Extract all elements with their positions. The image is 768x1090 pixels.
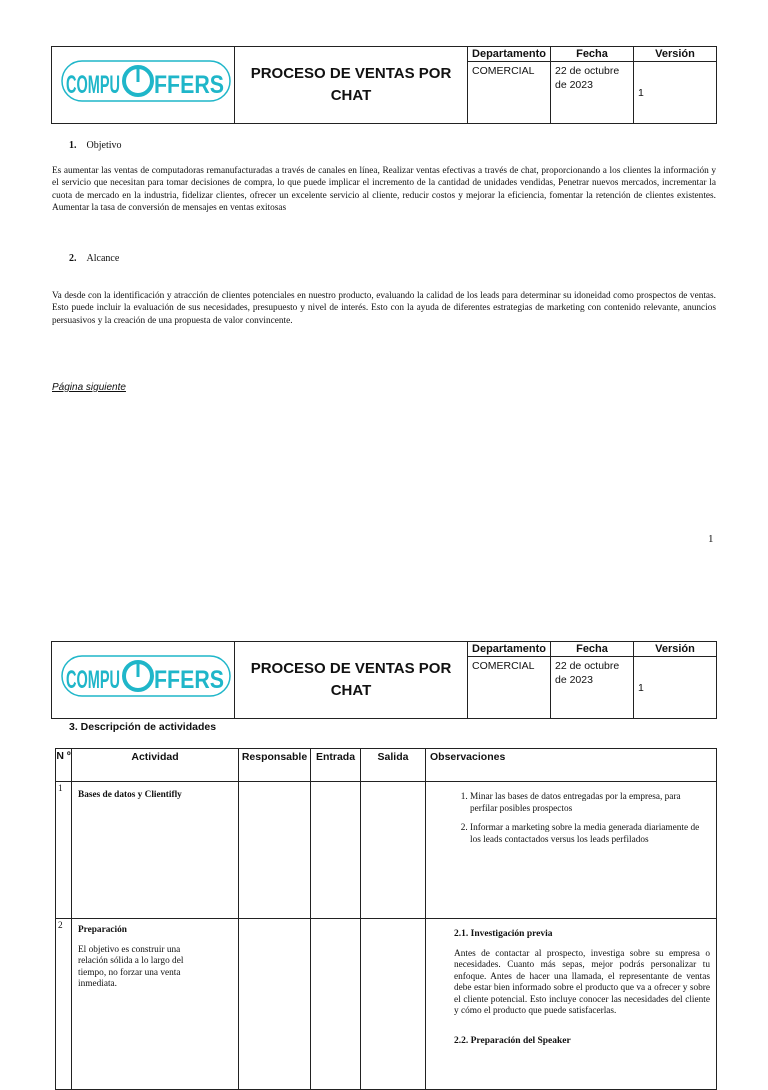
activity-title: Bases de datos y Clientifly xyxy=(78,790,182,800)
activity-cell xyxy=(72,919,239,1090)
table-row xyxy=(56,919,717,1090)
subsection-title: 2.1. Investigación previa xyxy=(454,929,553,939)
logo-cell xyxy=(52,47,235,124)
entrada-cell xyxy=(311,782,361,919)
observation-item: 1. Minar las bases de datos entregadas por la empresa, para perfilar posibles prospectos xyxy=(470,792,710,815)
departamento-header: Departamento xyxy=(468,47,551,62)
col-observaciones: Observaciones xyxy=(426,749,717,782)
observaciones-cell xyxy=(426,919,717,1090)
section-descripcion-heading: 3. Descripción de actividades xyxy=(69,721,217,733)
fecha-header: Fecha xyxy=(551,47,634,62)
observation-item: 2. Informar a marketing sobre la media generada diariamente de los leads contactados versus los leads perfilados xyxy=(470,823,710,846)
col-entrada: Entrada xyxy=(311,749,361,782)
svg-text:FFERS: FFERS xyxy=(154,666,224,694)
version-value: 1 xyxy=(634,657,717,719)
entrada-cell xyxy=(311,919,361,1090)
section-objetivo-heading: 1. Objetivo xyxy=(69,140,122,151)
activity-title: Preparación xyxy=(78,925,127,935)
svg-text:COMPU: COMPU xyxy=(66,666,120,694)
version-value: 1 xyxy=(634,62,717,124)
table-row xyxy=(56,782,717,919)
activity-cell xyxy=(72,782,239,919)
row-number: 1 xyxy=(56,782,72,919)
page-number: 1 xyxy=(708,533,714,545)
version-header: Versión xyxy=(634,47,717,62)
activities-table xyxy=(55,748,717,1090)
document-title: PROCESO DE VENTAS POR CHAT xyxy=(235,642,468,719)
svg-text:COMPU: COMPU xyxy=(66,71,120,99)
version-header: Versión xyxy=(634,642,717,657)
col-responsable: Responsable xyxy=(239,749,311,782)
departamento-value: COMERCIAL xyxy=(468,62,551,124)
activity-description: El objetivo es construir una relación sólida a lo largo del tiempo, no forzar una venta inmediata. xyxy=(78,944,184,989)
table-header-row xyxy=(56,749,717,782)
section-alcance-heading: 2. Alcance xyxy=(69,253,120,264)
col-n: N º xyxy=(56,749,72,782)
subsection-text: Antes de contactar al prospecto, investiga sobre su empresa o necesidades. Cuanto más sepas, mejor podrás personalizar tu enfoque. Antes de hacer una llamada, el representante de ventas debe estar bien informado sobre el producto que va a ofrecer y sobre el cliente potencial. Esto incluye conocer las necesidades del cliente y cómo el producto que puede satisfacerlas. xyxy=(454,948,710,1016)
departamento-value: COMERCIAL xyxy=(468,657,551,719)
compuoffers-logo xyxy=(60,652,232,700)
col-salida: Salida xyxy=(361,749,426,782)
svg-text:FFERS: FFERS xyxy=(154,71,224,99)
row-number: 2 xyxy=(56,919,72,1090)
responsable-cell xyxy=(239,919,311,1090)
observaciones-cell xyxy=(426,782,717,919)
compuoffers-logo xyxy=(60,57,232,105)
fecha-header: Fecha xyxy=(551,642,634,657)
fecha-value: 22 de octubre de 2023 xyxy=(551,657,634,719)
col-actividad: Actividad xyxy=(72,749,239,782)
fecha-value: 22 de octubre de 2023 xyxy=(551,62,634,124)
logo-cell xyxy=(52,642,235,719)
subsection-title: 2.2. Preparación del Speaker xyxy=(454,1035,571,1046)
departamento-header: Departamento xyxy=(468,642,551,657)
document-header xyxy=(51,46,717,124)
document-title: PROCESO DE VENTAS POR CHAT xyxy=(235,47,468,124)
responsable-cell xyxy=(239,782,311,919)
salida-cell xyxy=(361,919,426,1090)
next-page-link[interactable]: Página siguiente xyxy=(52,382,126,393)
objetivo-text: Es aumentar las ventas de computadoras remanufacturadas a través de canales en línea, Realizar ventas efectivas a través de chat, proporcionando a los clientes la información y el servicio que necesitan para tomar decisiones de compra, lo que puede implicar el incremento de la cantidad de unidades vendidas, Penetrar nuevos mercados, incrementar la cuota de mercado en la industria, fidelizar clientes, ofrecer un excelente servicio al cliente, reducir costos y mejorar la eficiencia, fomentar la retención de clientes existentes. Aumentar la tasa de conversión de mensajes en ventas exitosas xyxy=(52,166,716,214)
alcance-text: Va desde con la identificación y atracción de clientes potenciales en nuestro producto, evaluando la calidad de los leads para determinar su idoneidad como prospectos de ventas. Esto puede incluir la evaluación de sus necesidades, presupuesto y nivel de interés. Esto con la ayuda de diferentes estrategias de marketing con contenido relevante, anuncios persuasivos y la creación de una propuesta de valor convincente. xyxy=(52,291,716,326)
document-header-page-2 xyxy=(51,641,717,719)
salida-cell xyxy=(361,782,426,919)
